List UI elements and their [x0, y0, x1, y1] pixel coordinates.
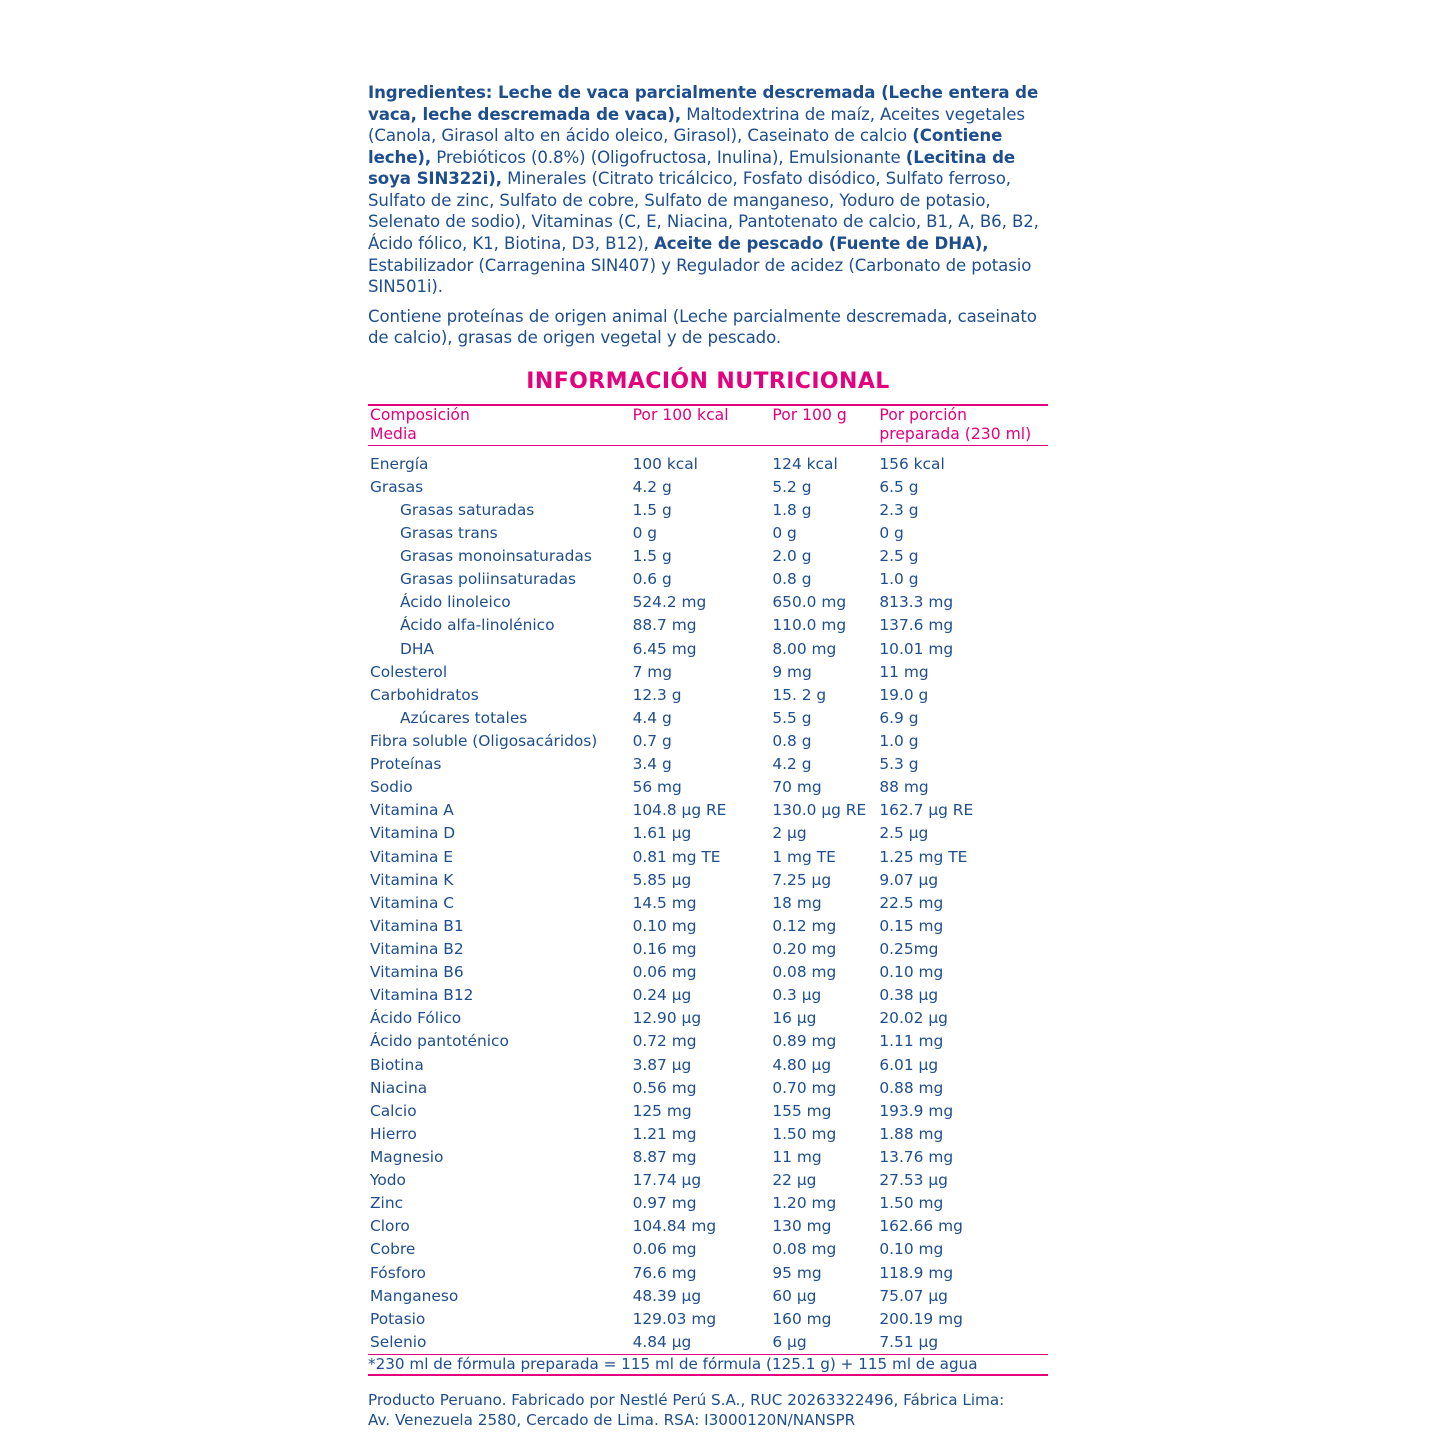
- table-row: [368, 475, 1048, 498]
- row-label: Carbohidratos: [370, 685, 479, 704]
- row-value-per-100-kcal: 7 mg: [632, 662, 673, 681]
- table-row: [368, 1215, 1048, 1238]
- row-value-per-100-g: 1.50 mg: [772, 1124, 837, 1143]
- row-value-per-serving: 2.5 µg: [879, 824, 929, 843]
- header-per-100-kcal: [633, 405, 773, 445]
- footnote-text: *230 ml de fórmula preparada = 115 ml de fórmula (125.1 g) + 115 ml de agua: [368, 1354, 1048, 1375]
- table-row: [368, 1261, 1048, 1284]
- row-value-per-100-kcal: 12.90 µg: [632, 1009, 702, 1028]
- row-value-per-serving: 22.5 mg: [879, 893, 944, 912]
- row-value-per-100-g: 2.0 g: [772, 547, 812, 566]
- row-value-per-100-g: 650.0 mg: [772, 593, 847, 612]
- row-value-per-100-g: 4.2 g: [772, 755, 812, 774]
- row-value-per-100-kcal: 0 g: [632, 524, 658, 543]
- row-value-per-serving: 0.38 µg: [879, 986, 939, 1005]
- ingredients-segment-5: (Lecitina de soya SIN322i),: [368, 147, 1016, 189]
- row-value-per-100-kcal: 0.10 mg: [632, 916, 697, 935]
- row-value-per-100-kcal: 1.61 µg: [632, 824, 692, 843]
- table-row: [368, 707, 1048, 730]
- table-row: [368, 799, 1048, 822]
- table-row: [368, 1330, 1048, 1354]
- row-value-per-serving: 0.10 mg: [879, 963, 944, 982]
- row-label: Hierro: [370, 1124, 417, 1143]
- row-value-per-100-kcal: 12.3 g: [632, 685, 682, 704]
- row-label: Vitamina E: [370, 847, 454, 866]
- row-value-per-100-kcal: 0.24 µg: [632, 986, 692, 1005]
- header-composition-line1: Composición: [370, 405, 470, 424]
- row-value-per-100-g: 18 mg: [772, 893, 822, 912]
- row-label: Vitamina B12: [370, 986, 474, 1005]
- row-label: Ácido Fólico: [370, 1009, 462, 1028]
- row-label: Manganeso: [370, 1286, 459, 1305]
- row-label: Calcio: [370, 1101, 417, 1120]
- table-row: [368, 1169, 1048, 1192]
- table-row: [368, 822, 1048, 845]
- row-value-per-serving: 1.88 mg: [879, 1124, 944, 1143]
- row-label: Proteínas: [370, 755, 442, 774]
- row-value-per-100-kcal: 48.39 µg: [632, 1286, 702, 1305]
- row-label: Vitamina D: [370, 824, 456, 843]
- row-value-per-100-g: 0.89 mg: [772, 1032, 837, 1051]
- table-row: [368, 915, 1048, 938]
- table-row: [368, 1146, 1048, 1169]
- row-value-per-100-kcal: 17.74 µg: [632, 1171, 702, 1190]
- row-value-per-100-g: 124 kcal: [772, 445, 879, 475]
- table-row: [368, 545, 1048, 568]
- row-label: Cloro: [370, 1217, 410, 1236]
- row-label: Energía: [368, 445, 633, 475]
- row-label: Colesterol: [370, 662, 448, 681]
- row-value-per-100-g: 6 µg: [772, 1332, 807, 1351]
- row-label: Biotina: [370, 1055, 424, 1074]
- table-row: [368, 1192, 1048, 1215]
- row-value-per-100-g: 7.25 µg: [772, 870, 832, 889]
- row-value-per-serving: 11 mg: [879, 662, 929, 681]
- table-row: [368, 730, 1048, 753]
- row-value-per-100-kcal: 1.21 mg: [632, 1124, 697, 1143]
- row-label: Selenio: [370, 1332, 427, 1351]
- table-row: [368, 1076, 1048, 1099]
- row-value-per-100-kcal: 5.85 µg: [632, 870, 692, 889]
- row-value-per-serving: 137.6 mg: [879, 616, 954, 635]
- row-label: Cobre: [370, 1240, 416, 1259]
- row-value-per-100-g: 5.5 g: [772, 708, 812, 727]
- row-value-per-100-g: 0.3 µg: [772, 986, 822, 1005]
- row-value-per-100-kcal: 4.4 g: [632, 708, 672, 727]
- table-row: [368, 445, 1048, 475]
- nutrition-table-head: [368, 405, 1048, 445]
- header-per-100-kcal-label: Por 100 kcal: [632, 405, 729, 424]
- row-label: Niacina: [370, 1078, 428, 1097]
- row-label: Vitamina B2: [370, 940, 464, 959]
- ingredients-note: Contiene proteínas de origen animal (Leche parcialmente descremada, caseinato de calcio), grasas de origen vegetal y de pescado.: [368, 306, 1037, 348]
- row-label: Ácido pantoténico: [370, 1032, 509, 1051]
- row-label: Grasas: [370, 477, 424, 496]
- nutrition-table: [368, 404, 1048, 1377]
- row-value-per-serving: 13.76 mg: [879, 1148, 954, 1166]
- row-value-per-100-kcal: 76.6 mg: [632, 1263, 697, 1282]
- row-label: Grasas poliinsaturadas: [400, 570, 577, 589]
- row-value-per-100-g: 70 mg: [772, 778, 822, 797]
- row-value-per-serving: 1.0 g: [879, 570, 919, 589]
- ingredients-segment-4: Prebióticos (0.8%) (Oligofructosa, Inulina), Emulsionante: [431, 147, 906, 167]
- table-row: [368, 1099, 1048, 1122]
- row-value-per-100-kcal: 0.56 mg: [632, 1078, 697, 1097]
- row-value-per-100-kcal: 0.7 g: [632, 732, 672, 751]
- row-value-per-100-g: 16 µg: [772, 1009, 817, 1028]
- row-value-per-serving: 6.01 µg: [879, 1055, 939, 1074]
- table-row: [368, 568, 1048, 591]
- bottom-rule: [368, 1375, 1048, 1376]
- table-row: [368, 683, 1048, 706]
- row-value-per-100-g: 0.70 mg: [772, 1078, 837, 1097]
- row-value-per-100-kcal: 56 mg: [632, 778, 682, 797]
- footnote-row: [368, 1354, 1048, 1375]
- row-label: Vitamina C: [370, 893, 455, 912]
- header-composition-line2: Media: [370, 425, 417, 444]
- row-value-per-100-g: 60 µg: [772, 1286, 817, 1305]
- row-value-per-100-kcal: 104.8 µg RE: [632, 801, 727, 820]
- ingredients-paragraph: [368, 82, 1048, 298]
- table-row: [368, 637, 1048, 660]
- row-value-per-100-g: 0.08 mg: [772, 963, 837, 982]
- table-row: [368, 891, 1048, 914]
- row-value-per-serving: 88 mg: [879, 778, 929, 797]
- table-row: [368, 1238, 1048, 1261]
- row-label: Magnesio: [370, 1148, 444, 1166]
- row-value-per-serving: 6.9 g: [879, 708, 919, 727]
- row-value-per-100-kcal: 3.87 µg: [632, 1055, 692, 1074]
- row-label: Fósforo: [370, 1263, 426, 1282]
- row-value-per-serving: 193.9 mg: [879, 1101, 954, 1120]
- table-row: [368, 753, 1048, 776]
- row-value-per-100-kcal: 1.5 g: [632, 547, 672, 566]
- row-value-per-serving: 0.10 mg: [879, 1240, 944, 1259]
- row-value-per-100-g: 0.12 mg: [772, 916, 837, 935]
- row-value-per-100-kcal: 4.2 g: [632, 477, 672, 496]
- row-label: Grasas trans: [400, 524, 498, 543]
- row-value-per-100-g: 155 mg: [772, 1101, 832, 1120]
- row-value-per-serving: 2.3 g: [879, 500, 919, 519]
- row-value-per-serving: 162.66 mg: [879, 1217, 963, 1236]
- row-value-per-100-g: 0.8 g: [772, 570, 812, 589]
- ingredients-segment-8: Estabilizador (Carragenina SIN407) y Regulador de acidez (Carbonato de potasio SIN501i).: [368, 255, 1032, 297]
- ingredients-segment-6: Minerales (Citrato tricálcico, Fosfato disódico, Sulfato ferroso, Sulfato de zinc, Sulfato de cobre, Sulfato de manganeso, Yoduro de potasio, Selenato de sodio), Vitaminas (C, E, Niacina, Pantotenato de calcio, B1, A, B6, B2, Ácido fólico, K1, Biotina, D3, B12),: [368, 169, 1039, 253]
- row-value-per-100-kcal: 6.45 mg: [632, 639, 697, 658]
- legal-line-1: Producto Peruano. Fabricado por Nestlé Perú S.A., RUC 20263322496, Fábrica Lima:: [368, 1391, 1005, 1410]
- row-value-per-100-kcal: 3.4 g: [632, 755, 672, 774]
- header-per-100-g-label: Por 100 g: [772, 405, 847, 424]
- ingredients-segment-7: Aceite de pescado (Fuente de DHA),: [654, 233, 989, 253]
- row-value-per-100-kcal: 0.06 mg: [632, 1240, 697, 1259]
- legal-text: [368, 1390, 1048, 1430]
- row-value-per-100-g: 11 mg: [772, 1148, 822, 1166]
- label-content: [368, 82, 1048, 1430]
- row-label: Zinc: [370, 1194, 404, 1213]
- row-value-per-serving: 6.5 g: [879, 477, 919, 496]
- row-value-per-100-g: 130 mg: [772, 1217, 832, 1236]
- table-row: [368, 499, 1048, 522]
- row-value-per-100-kcal: 129.03 mg: [632, 1309, 717, 1328]
- table-header-row: [368, 405, 1048, 445]
- table-row: [368, 776, 1048, 799]
- row-value-per-serving: 0.15 mg: [879, 916, 944, 935]
- row-value-per-serving: 813.3 mg: [879, 593, 954, 612]
- row-value-per-serving: 200.19 mg: [879, 1309, 963, 1328]
- nutrition-table-foot: [368, 1354, 1048, 1376]
- row-value-per-100-kcal: 1.5 g: [632, 500, 672, 519]
- legal-line-2: Av. Venezuela 2580, Cercado de Lima. RSA: I3000120N/NANSPR: [368, 1411, 856, 1430]
- nutrition-table-wrapper: [368, 404, 1048, 1377]
- table-row: [368, 591, 1048, 614]
- nutrition-title: INFORMACIÓN NUTRICIONAL: [526, 368, 890, 394]
- table-row: [368, 614, 1048, 637]
- row-value-per-serving: 0.88 mg: [879, 1078, 944, 1097]
- table-row: [368, 1007, 1048, 1030]
- table-row: [368, 522, 1048, 545]
- row-value-per-serving: 0 g: [879, 524, 904, 543]
- row-value-per-100-g: 0.20 mg: [772, 940, 837, 959]
- ingredients-segment-2: Maltodextrina de maíz, Aceites vegetales (Canola, Girasol alto en ácido oleico, Girasol), Caseinato de calcio: [368, 104, 1025, 146]
- row-value-per-serving: 1.11 mg: [879, 1032, 944, 1051]
- table-row: [368, 1123, 1048, 1146]
- row-label: Sodio: [370, 778, 413, 797]
- row-label: Vitamina B6: [370, 963, 464, 982]
- header-composition: [368, 405, 633, 445]
- row-value-per-100-g: 0.8 g: [772, 732, 812, 751]
- row-value-per-100-kcal: 0.06 mg: [632, 963, 697, 982]
- row-value-per-100-kcal: 0.16 mg: [632, 940, 697, 959]
- table-row: [368, 984, 1048, 1007]
- row-value-per-100-g: 1.20 mg: [772, 1194, 837, 1213]
- table-row: [368, 845, 1048, 868]
- row-value-per-100-kcal: 524.2 mg: [632, 593, 707, 612]
- row-value-per-100-kcal: 4.84 µg: [632, 1332, 692, 1351]
- header-per-100-g: [772, 405, 879, 445]
- row-label: Yodo: [370, 1171, 406, 1190]
- ingredients-segment-0: Ingredientes:: [368, 83, 499, 102]
- row-label: Grasas saturadas: [400, 500, 535, 519]
- row-value-per-100-kcal: 100 kcal: [633, 445, 773, 475]
- table-row: [368, 660, 1048, 683]
- row-value-per-100-g: 4.80 µg: [772, 1055, 832, 1074]
- row-value-per-serving: 0.25mg: [879, 940, 939, 959]
- row-value-per-serving: 20.02 µg: [879, 1009, 948, 1028]
- row-value-per-100-kcal: 8.87 mg: [632, 1148, 697, 1166]
- row-value-per-serving: 5.3 g: [879, 755, 919, 774]
- nutrition-table-body: [368, 445, 1048, 1354]
- row-value-per-100-kcal: 14.5 mg: [632, 893, 697, 912]
- row-label: Vitamina B1: [370, 916, 464, 935]
- header-per-serving: [879, 405, 1048, 445]
- ingredients-segment-1: Leche de vaca parcialmente descremada (Leche entera de vaca, leche descremada de vaca),: [368, 83, 1039, 124]
- table-row: [368, 1307, 1048, 1330]
- row-value-per-100-g: 2 µg: [772, 824, 807, 843]
- row-label: Grasas monoinsaturadas: [400, 547, 592, 566]
- row-value-per-100-kcal: 104.84 mg: [632, 1217, 717, 1236]
- row-value-per-serving: 156 kcal: [879, 445, 1048, 475]
- header-per-serving-line2: preparada (230 ml): [879, 425, 1032, 444]
- row-value-per-100-g: 22 µg: [772, 1171, 817, 1190]
- row-value-per-serving: 19.0 g: [879, 685, 929, 704]
- row-value-per-100-g: 5.2 g: [772, 477, 812, 496]
- row-value-per-serving: 27.53 µg: [879, 1171, 948, 1190]
- ingredients-segment-3: (Contiene leche),: [368, 126, 1003, 167]
- row-value-per-serving: 118.9 mg: [879, 1263, 954, 1282]
- row-value-per-serving: 9.07 µg: [879, 870, 939, 889]
- row-label: Ácido linoleico: [400, 593, 511, 612]
- row-value-per-100-kcal: 0.72 mg: [632, 1032, 697, 1051]
- row-value-per-100-g: 160 mg: [772, 1309, 832, 1328]
- row-label: Potasio: [370, 1309, 426, 1328]
- row-value-per-100-kcal: 0.6 g: [632, 570, 672, 589]
- row-value-per-100-kcal: 88.7 mg: [632, 616, 697, 635]
- row-value-per-100-g: 0.08 mg: [772, 1240, 837, 1259]
- row-value-per-100-kcal: 125 mg: [632, 1101, 692, 1120]
- row-value-per-100-kcal: 0.97 mg: [632, 1194, 697, 1213]
- row-label: DHA: [400, 639, 434, 658]
- row-label: Fibra soluble (Oligosacáridos): [370, 732, 598, 751]
- row-value-per-100-g: 8.00 mg: [772, 639, 837, 658]
- row-value-per-serving: 7.51 µg: [879, 1332, 939, 1351]
- row-value-per-serving: 162.7 µg RE: [879, 801, 974, 820]
- row-value-per-100-g: 1.8 g: [772, 500, 812, 519]
- row-value-per-serving: 2.5 g: [879, 547, 919, 566]
- row-value-per-100-g: 130.0 µg RE: [772, 801, 867, 820]
- bottom-rule-row: [368, 1375, 1048, 1376]
- row-value-per-serving: 75.07 µg: [879, 1286, 948, 1305]
- row-value-per-100-g: 110.0 mg: [772, 616, 847, 635]
- row-value-per-100-g: 0 g: [772, 524, 797, 543]
- row-value-per-100-g: 95 mg: [772, 1263, 822, 1282]
- table-row: [368, 1030, 1048, 1053]
- table-row: [368, 868, 1048, 891]
- row-label: Ácido alfa-linolénico: [400, 616, 555, 635]
- row-value-per-serving: 1.0 g: [879, 732, 919, 751]
- row-value-per-serving: 1.25 mg TE: [879, 847, 968, 866]
- row-value-per-100-kcal: 0.81 mg TE: [632, 847, 721, 866]
- table-row: [368, 961, 1048, 984]
- row-value-per-serving: 1.50 mg: [879, 1194, 944, 1213]
- row-label: Vitamina A: [370, 801, 454, 820]
- row-value-per-100-g: 15. 2 g: [772, 685, 827, 704]
- table-row: [368, 1284, 1048, 1307]
- row-value-per-100-g: 9 mg: [772, 662, 812, 681]
- table-row: [368, 1053, 1048, 1076]
- row-label: Vitamina K: [370, 870, 454, 889]
- table-row: [368, 938, 1048, 961]
- row-value-per-serving: 10.01 mg: [879, 639, 954, 658]
- row-value-per-100-g: 1 mg TE: [772, 847, 836, 866]
- header-per-serving-line1: Por porción: [879, 405, 967, 424]
- row-label: Azúcares totales: [400, 708, 528, 727]
